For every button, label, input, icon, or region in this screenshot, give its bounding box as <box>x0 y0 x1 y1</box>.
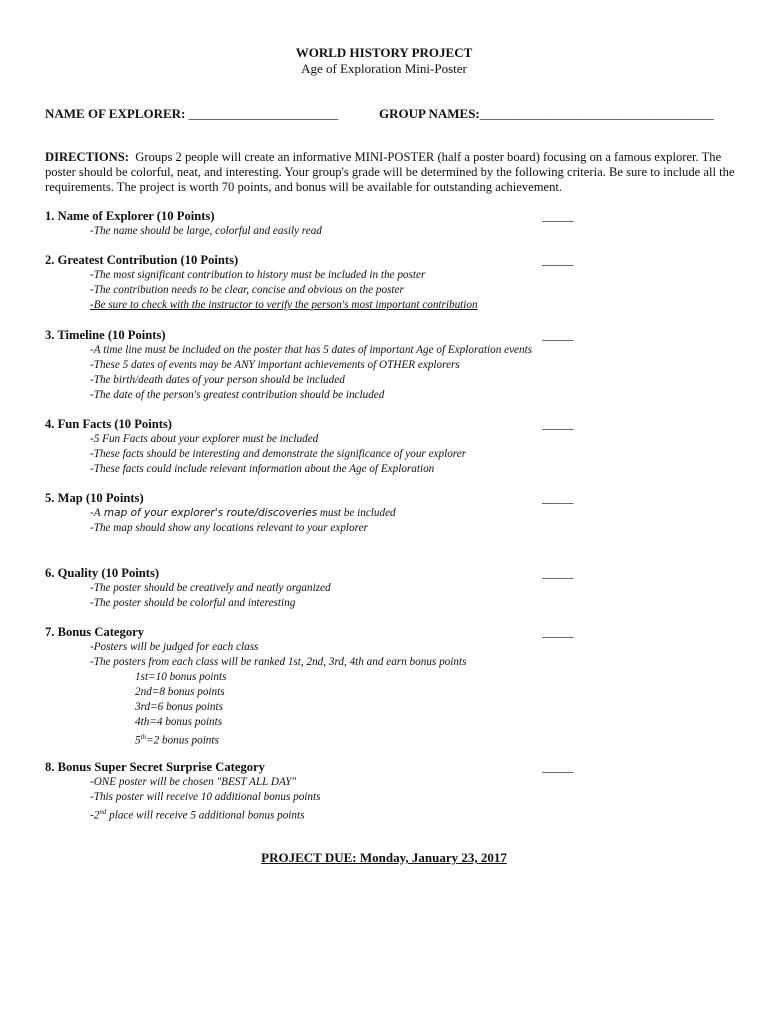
criterion-bullet: -This poster will receive 10 additional bonus points <box>90 791 321 803</box>
criterion-6 <box>45 566 745 611</box>
criterion-heading: 6. Quality (10 Points) <box>45 566 160 580</box>
explorer-name-field <box>45 106 338 122</box>
group-names-field <box>379 106 714 122</box>
directions-paragraph <box>45 150 735 196</box>
document-title: WORLD HISTORY PROJECT <box>295 45 473 60</box>
criterion-bullet: -5 Fun Facts about your explorer must be included <box>90 433 319 445</box>
criterion-heading: 7. Bonus Category <box>45 625 145 639</box>
criterion-5 <box>45 491 745 536</box>
bonus-rank <box>135 730 745 749</box>
score-blank: _____ <box>542 491 574 505</box>
group-names-blank: ____________________________________ <box>479 106 714 121</box>
score-blank: _____ <box>542 566 574 580</box>
criterion-bullet: -The contribution needs to be clear, concise and obvious on the poster <box>90 284 404 296</box>
criterion-bullet <box>90 506 745 521</box>
bullet-text: place will receive 5 additional bonus points <box>106 809 305 822</box>
criterion-bullet: -The most significant contribution to history must be included in the poster <box>90 269 426 281</box>
criterion-bullet: -The map should show any locations relevant to your explorer <box>90 522 368 534</box>
criterion-bullet-underlined: -Be sure to check with the instructor to verify the person's most important contribution <box>90 299 478 311</box>
criterion-heading: 1. Name of Explorer (10 Points) <box>45 209 215 223</box>
criterion-8 <box>45 760 745 824</box>
criterion-bullet: -Posters will be judged for each class <box>90 641 259 653</box>
criterion-bullet: -The posters from each class will be ranked 1st, 2nd, 3rd, 4th and earn bonus points <box>90 656 467 668</box>
criterion-heading: 3. Timeline (10 Points) <box>45 328 166 342</box>
criterion-bullet: -The poster should be colorful and interesting <box>90 597 296 609</box>
ordinal-suffix: nd <box>99 808 107 816</box>
explorer-name-blank: _______________________ <box>188 106 339 121</box>
bullet-text-alt-font: map of your explorer's route/discoveries <box>100 507 318 519</box>
rank-number: 5 <box>135 734 141 747</box>
criterion-bullet: -The date of the person's greatest contribution should be included <box>90 389 385 401</box>
criterion-bullet <box>90 805 745 824</box>
criterion-heading: 8. Bonus Super Secret Surprise Category <box>45 760 265 774</box>
criterion-7 <box>45 625 745 749</box>
bullet-text: must be included <box>317 507 396 519</box>
criterion-1 <box>45 209 745 239</box>
bonus-rank: 1st=10 bonus points <box>135 671 227 683</box>
score-blank: _____ <box>542 417 574 431</box>
criterion-heading: 5. Map (10 Points) <box>45 491 144 505</box>
criterion-4 <box>45 417 745 477</box>
criterion-bullet: -The birth/death dates of your person should be included <box>90 374 345 386</box>
group-names-label: GROUP NAMES: <box>379 106 480 121</box>
bonus-rank: 3rd=6 bonus points <box>135 701 223 713</box>
rank-suffix: th <box>140 733 147 741</box>
criterion-bullet: -These facts should be interesting and demonstrate the significance of your explorer <box>90 448 467 460</box>
criterion-bullet: -ONE poster will be chosen "BEST ALL DAY" <box>90 776 297 788</box>
criterion-heading: 4. Fun Facts (10 Points) <box>45 417 172 431</box>
criterion-bullet: -A time line must be included on the poster that has 5 dates of important Age of Exploration events <box>90 344 533 356</box>
score-blank: _____ <box>542 625 574 639</box>
bonus-rank: 4th=4 bonus points <box>135 716 223 728</box>
rank-points: =2 bonus points <box>146 734 219 747</box>
criterion-bullet: -The name should be large, colorful and easily read <box>90 225 322 237</box>
criterion-bullet: -These facts could include relevant information about the Age of Exploration <box>90 463 435 475</box>
directions-text: Groups 2 people will create an informative MINI-POSTER (half a poster board) focusing on a famous explorer. The poster should be colorful, neat, and interesting. Your group's grade will be determined by the following criteria. Be sure to include all the requirements. The project is worth 70 points, and bonus will be available for outstanding achievement. <box>45 150 735 195</box>
bullet-text: -A <box>90 507 101 519</box>
score-blank: _____ <box>542 760 574 774</box>
criterion-3 <box>45 328 745 403</box>
explorer-name-label: NAME OF EXPLORER: <box>45 106 186 121</box>
criterion-bullet: -These 5 dates of events may be ANY important achievements of OTHER explorers <box>90 359 460 371</box>
bonus-rank: 2nd=8 bonus points <box>135 686 225 698</box>
project-due-date: PROJECT DUE: Monday, January 23, 2017 <box>261 850 507 865</box>
criterion-2 <box>45 253 745 313</box>
criterion-bullet: -The poster should be creatively and neatly organized <box>90 582 331 594</box>
directions-label: DIRECTIONS: <box>45 150 129 164</box>
criterion-heading: 2. Greatest Contribution (10 Points) <box>45 253 239 267</box>
bullet-text: -2 <box>90 809 100 822</box>
score-blank: _____ <box>542 328 574 342</box>
score-blank: _____ <box>542 253 574 267</box>
score-blank: _____ <box>542 209 574 223</box>
document-subtitle: Age of Exploration Mini-Poster <box>301 61 467 76</box>
